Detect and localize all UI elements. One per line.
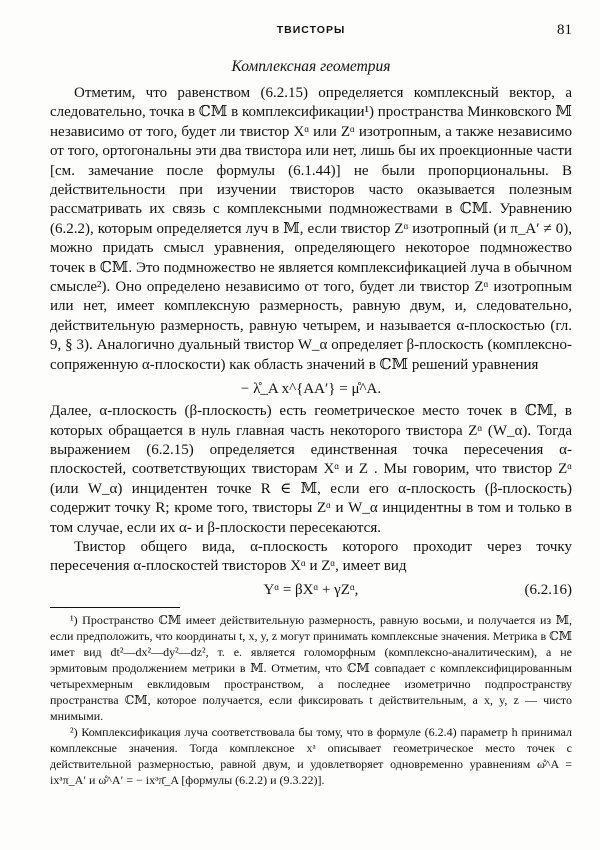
equation-number: (6.2.16) xyxy=(524,581,572,598)
section-title: Комплексная геометрия xyxy=(231,58,391,75)
main-text xyxy=(50,84,572,601)
paragraph-3: Твистор общего вида, α-плоскость которого проходит через точку пересечения α-плоскостей твисторов Xᵅ и Zᵅ, имеет вид xyxy=(50,538,572,575)
running-title: ТВИСТОРЫ xyxy=(276,24,346,36)
footnotes xyxy=(50,612,572,788)
footnote-divider xyxy=(50,607,180,608)
paragraph-1: Отметим, что равенством (6.2.15) определяется комплексный вектор, а следовательно, точка в ℂ𝕄 в комплексификации¹) пространства Минковского 𝕄 независимо от того, будет ли твистор Xᵅ или Zᵅ изотропным, а также независимо от того, ортогональны эти два твистора или нет, лишь бы их проекционные части [см. замечание после формулы (6.1.44)] не были пропорциональны. В действительности при изучении твисторов часто оказывается полезным рассматривать их связь с комплексными подмножествами в ℂ𝕄. Уравнению (6.2.2), которым определяется луч в 𝕄, если твистор Zᵅ изотропный (и π_A′ ≠ 0), можно придать смысл уравнения, определяющего некоторое подмножество точек в ℂ𝕄. Это подмножество не является комплексификацией луча в обычном смысле²). Оно определено независимо от того, будет ли твистор Zᵅ изотропным или нет, имеет комплексную размерность, равную двум, и, следовательно, действительную размерность, равную четырем, и называется α-плоскостью (гл. 9, § 3). Аналогично дуальный твистор W_α определяет β-плоскость (комплексно-сопряженную α-плоскости) как область значений в ℂ𝕄 решений уравнения xyxy=(50,85,572,373)
footnote-1: ¹) Пространство ℂ𝕄 имеет действительную размерность, равную восьми, и получается из 𝕄, если предположить, что координаты t, x, y, z могут принимать комплексные значения. Метрика в ℂ𝕄 имет вид dt²—dx²—dy²—dz², т. е. является голоморфным (комплексно-аналитическим), а не эрмитовым продолжением метрики в 𝕄. Отметим, что ℂ𝕄 совпадает с комплексифицированным четырехмерным евклидовым пространством, а последнее изометрично подпространству пространства ℂ𝕄, которое получается, если фиксировать t действительным, а x, y, z — чисто мнимыми. xyxy=(50,612,572,723)
plane-equation: − λ̊_A x^{AA′} = μ̊^A. xyxy=(240,381,382,398)
footnote-2: ²) Комплексификация луча соответствовала бы тому, что в формуле (6.2.4) параметр h принимал комплексные значения. Тогда комплексное xᵃ описывает геометрическое место точек с действительной размерностью, равной двум, и удовлетворяет одновременно уравнениям ω̊^A = ixᵃπ_A′ и ω̊^A′ = − ixᵃπ̄_A [формулы (6.2.2) и (9.3.22)]. xyxy=(50,724,572,787)
twistor-combination-equation xyxy=(50,579,572,601)
page-number: 81 xyxy=(557,22,572,38)
twistor-combination-formula: Yᵅ = βXᵅ + γZᵅ, xyxy=(263,581,359,598)
page-header xyxy=(50,22,572,44)
paragraph-2: Далее, α-плоскость (β-плоскость) есть геометрическое место точек в ℂ𝕄, в которых обращается в нуль главная часть некоторого твистора Zᵅ (W_α). Тогда выражением (6.2.15) определяется единственная точка пересечения α-плоскостей, соответствующих твисторам Xᵅ и Z . Мы говорим, что твистор Zᵅ (или W_α) инцидентен точке R ∈ 𝕄, если его α-плоскость (β-плоскость) содержит точку R; кроме того, твисторы Zᵅ и W_α инцидентны в том и только в том случае, если их α- и β-плоскости пересекаются. xyxy=(50,403,572,536)
